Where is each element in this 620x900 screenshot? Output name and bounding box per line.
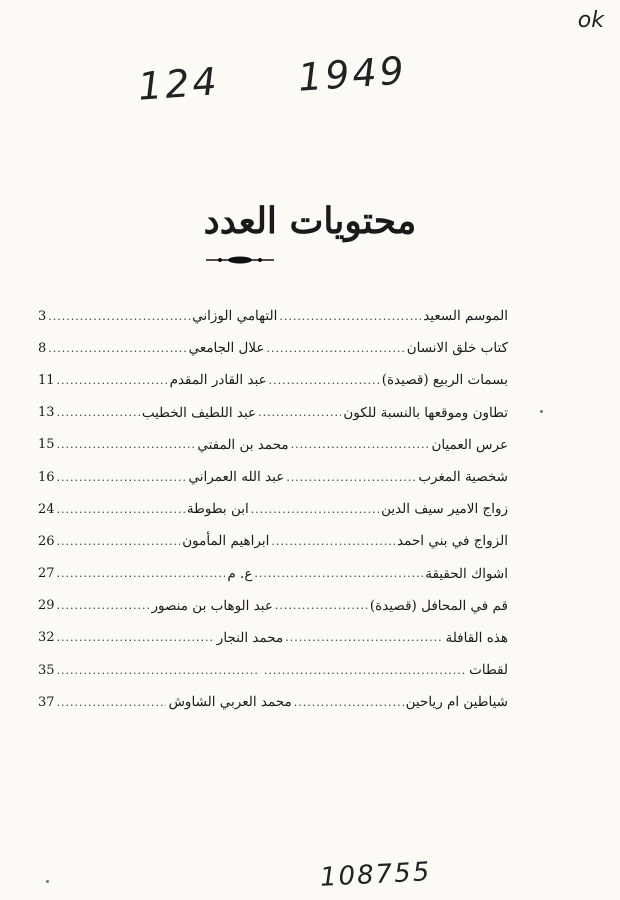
dot-leader <box>57 374 168 387</box>
toc-entry-author: محمد النجار <box>216 629 284 646</box>
dot-leader <box>57 567 226 580</box>
dot-leader <box>258 406 341 419</box>
toc-row <box>38 558 508 590</box>
toc-row <box>38 397 508 429</box>
dot-leader <box>57 503 185 516</box>
toc-row <box>38 686 508 718</box>
toc-entry-author: عبد الله العمراني <box>188 469 285 486</box>
toc-entry-page: 24 <box>38 501 55 517</box>
toc-entry-title: بسمات الربيع (قصيدة) <box>381 372 508 389</box>
toc-entry-page: 26 <box>38 533 55 549</box>
toc-entry-page: 27 <box>38 566 55 582</box>
toc-entry-author: عبد اللطيف الخطيب <box>141 404 257 421</box>
dot-leader <box>275 599 368 612</box>
toc-entry-author: عبد القادر المقدم <box>169 372 267 389</box>
toc-entry-page: 29 <box>38 598 55 614</box>
dot-leader <box>271 535 395 548</box>
table-of-contents <box>38 300 508 718</box>
dot-leader <box>266 342 404 355</box>
toc-entry-title: عرس العميان <box>431 436 508 453</box>
toc-entry-author: محمد بن المفتي <box>197 436 289 453</box>
dot-leader <box>269 374 380 387</box>
toc-entry-author: عبد الوهاب بن منصور <box>151 597 273 614</box>
toc-entry-page: 3 <box>38 308 47 324</box>
dot-leader <box>57 438 196 451</box>
page-title: محتويات العدد <box>203 200 417 242</box>
toc-entry-author: ابراهيم المأمون <box>182 533 270 550</box>
dot-leader <box>264 664 467 677</box>
toc-entry-author: علال الجامعي <box>188 340 265 357</box>
toc-entry-title: اشواك الحقيقة <box>425 565 508 582</box>
toc-entry-page: 8 <box>38 340 47 356</box>
toc-entry-title: شخصية المغرب <box>418 469 508 486</box>
toc-entry-page: 37 <box>38 694 55 710</box>
toc-entry-title: لقطات <box>469 662 508 679</box>
dot-leader <box>57 664 260 677</box>
handwritten-bottom-number: 108755 <box>319 857 432 893</box>
dot-leader <box>294 696 404 709</box>
toc-entry-title: قم في المحافل (قصيدة) <box>369 597 508 614</box>
toc-row <box>38 493 508 525</box>
dot-leader <box>57 471 187 484</box>
toc-row <box>38 461 508 493</box>
toc-entry-page: 16 <box>38 469 55 485</box>
handwritten-number-right: 1949 <box>296 48 409 100</box>
toc-entry-page: 32 <box>38 630 55 646</box>
dot-leader <box>57 696 167 709</box>
toc-row <box>38 622 508 654</box>
toc-row <box>38 590 508 622</box>
toc-entry-title: شياطين ام رياحين <box>405 694 508 711</box>
paper-speck <box>540 410 543 413</box>
toc-row <box>38 300 508 332</box>
toc-entry-page: 11 <box>38 372 55 388</box>
handwritten-corner-mark: ok <box>577 8 604 33</box>
toc-entry-author: التهامي الوزاني <box>192 308 278 325</box>
dot-leader <box>48 342 186 355</box>
title-ornament-divider <box>204 253 276 267</box>
dot-leader <box>251 503 379 516</box>
paper-speck <box>46 880 49 883</box>
toc-entry-title: تطاون وموقعها بالنسبة للكون <box>343 404 508 421</box>
toc-entry-title: الزواج في بني احمد <box>397 533 508 550</box>
dot-leader <box>57 631 215 644</box>
dot-leader <box>254 567 423 580</box>
dot-leader <box>285 631 443 644</box>
toc-entry-page: 35 <box>38 662 55 678</box>
dot-leader <box>57 535 181 548</box>
dot-leader <box>48 310 190 323</box>
dot-leader <box>291 438 430 451</box>
toc-entry-title: هذه القافلة <box>445 629 508 646</box>
toc-row <box>38 654 508 686</box>
toc-entry-title: زواج الامير سيف الدين <box>381 501 508 518</box>
toc-entry-author: ابن بطوطة <box>186 501 249 518</box>
toc-entry-page: 13 <box>38 405 55 421</box>
toc-row <box>38 525 508 557</box>
toc-entry-author: محمد العربي الشاوش <box>168 694 292 711</box>
toc-row <box>38 332 508 364</box>
toc-row <box>38 429 508 461</box>
toc-entry-author: ع. م <box>227 565 253 582</box>
toc-entry-page: 15 <box>38 437 55 453</box>
handwritten-number-left: 124 <box>136 59 221 109</box>
dot-leader <box>57 406 140 419</box>
dot-leader <box>279 310 421 323</box>
toc-entry-title: الموسم السعيد <box>423 308 508 325</box>
toc-entry-title: كتاب خلق الانسان <box>406 340 508 357</box>
toc-row <box>38 364 508 396</box>
dot-leader <box>286 471 416 484</box>
dot-leader <box>57 599 150 612</box>
